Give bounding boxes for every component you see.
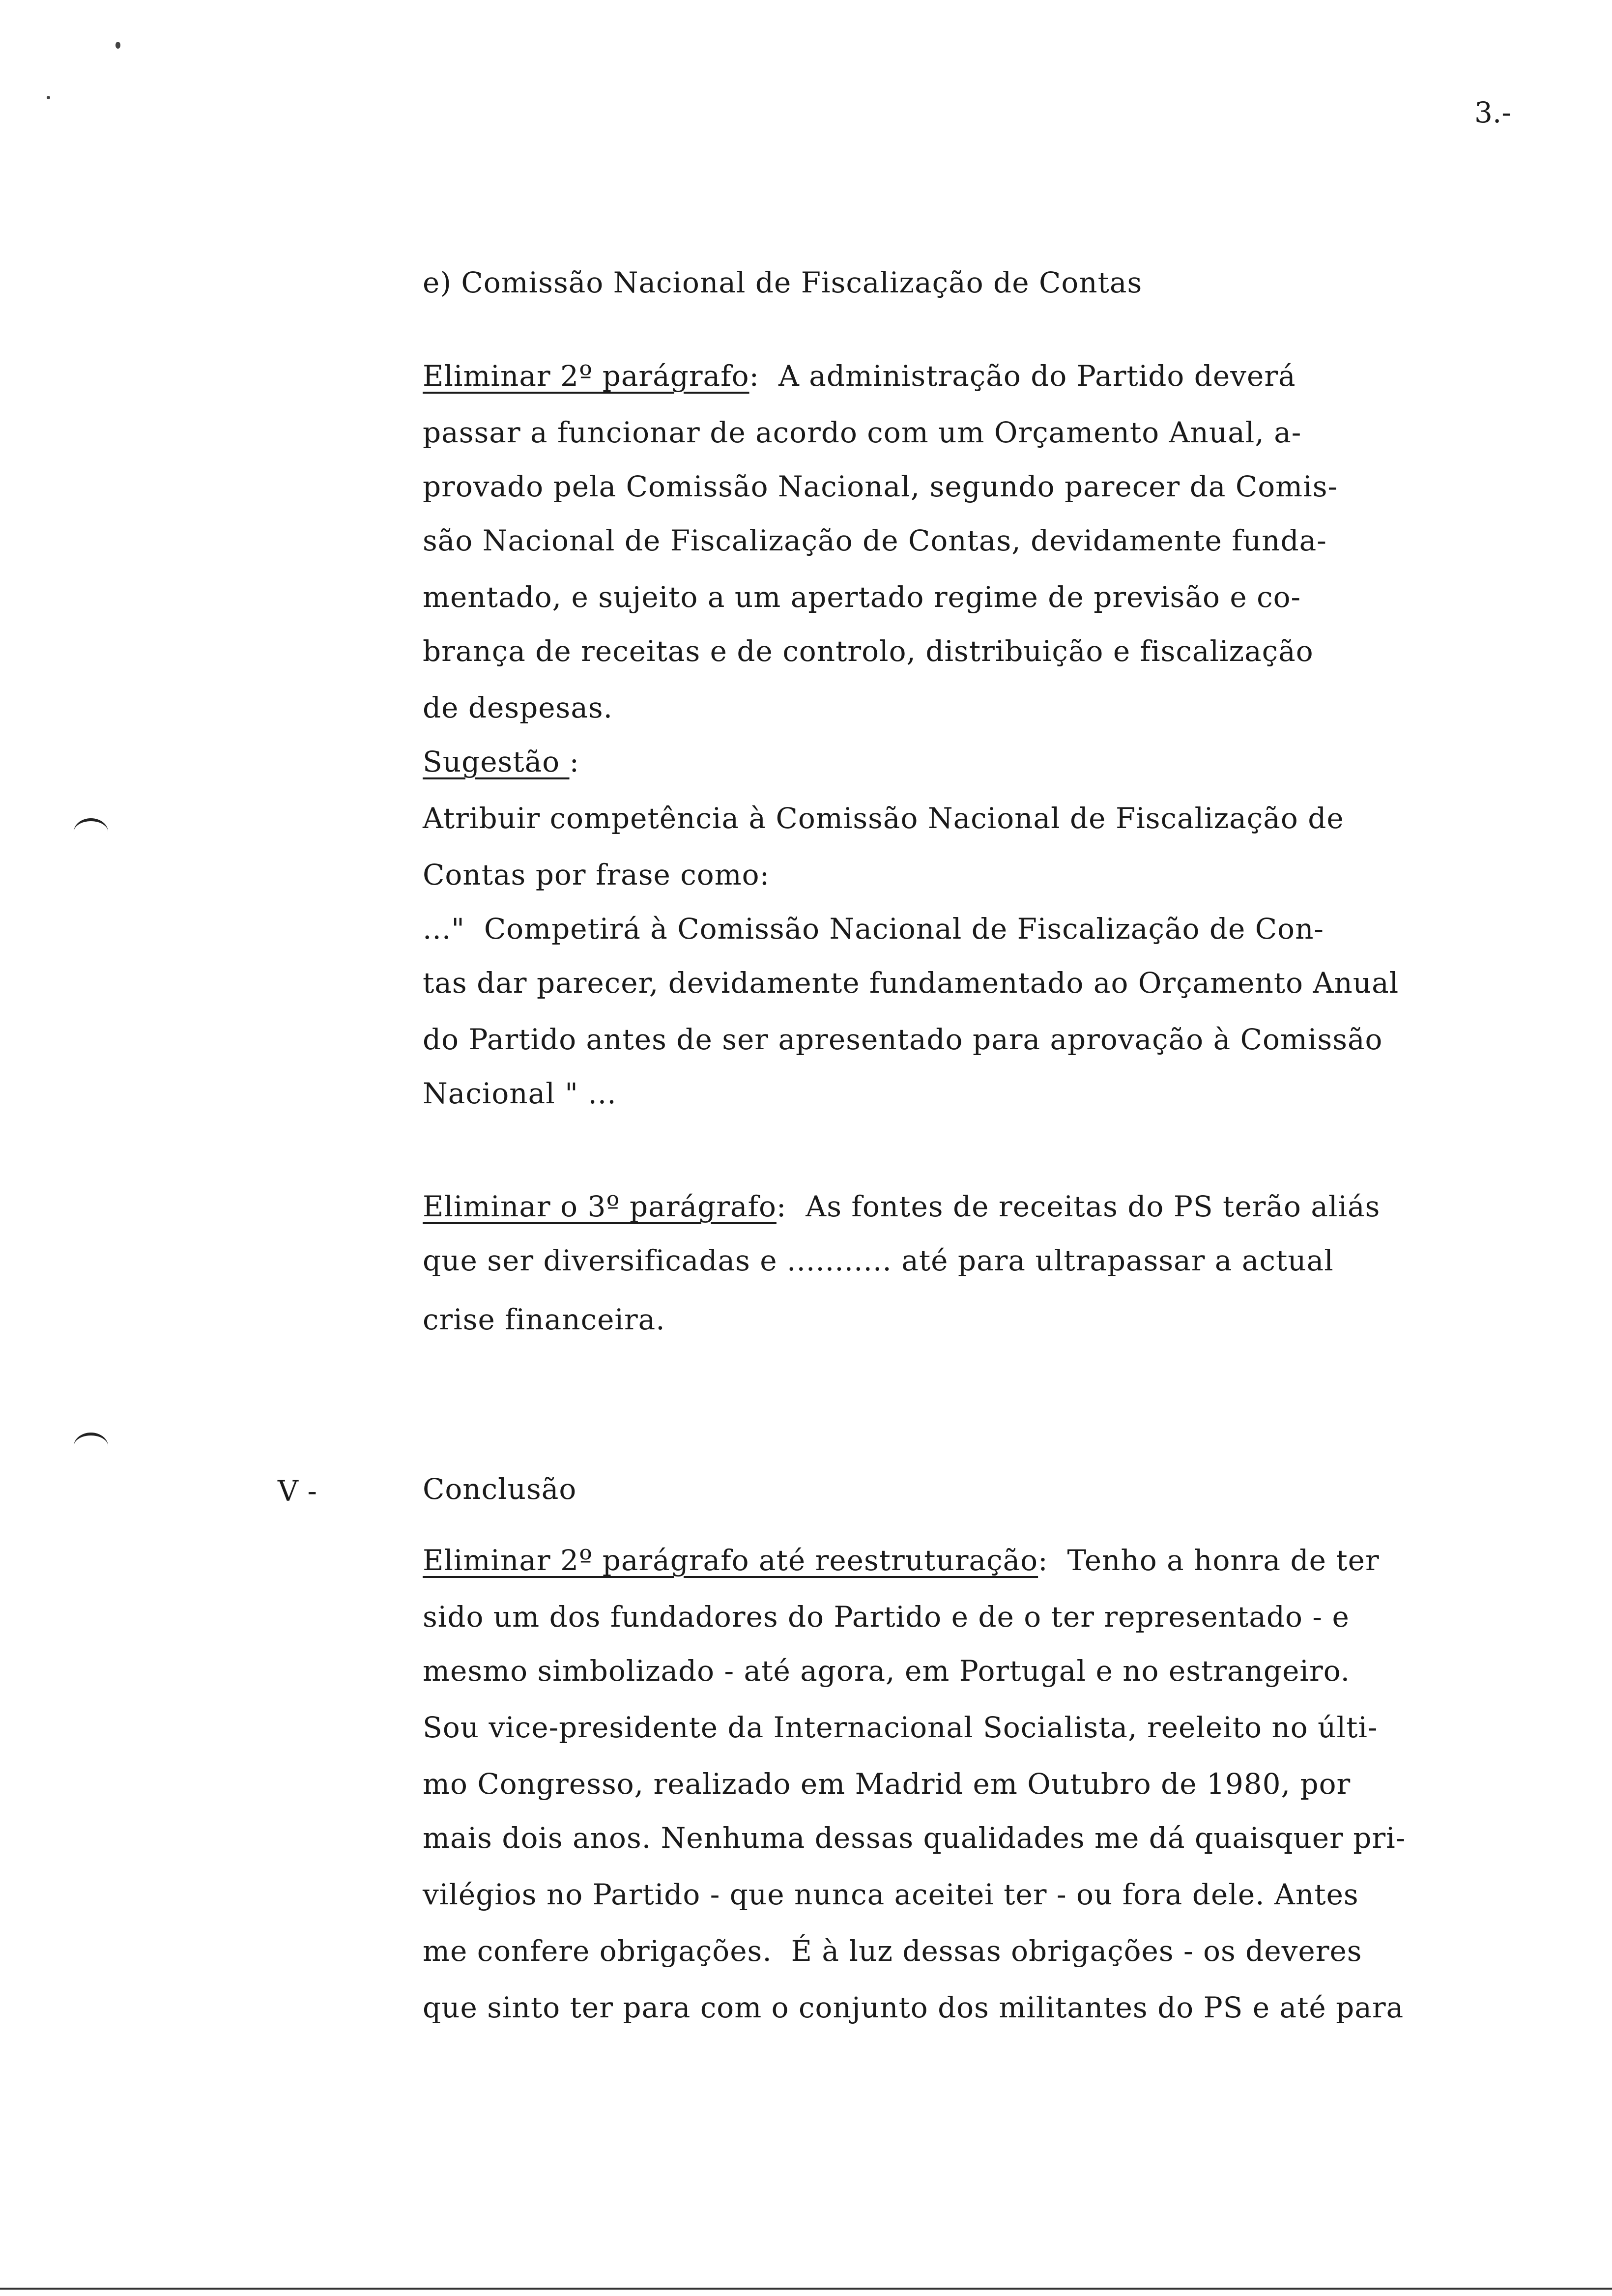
text-segment: Atribuir competência à Comissão Nacional de Fiscalização de: [423, 802, 1344, 835]
underlined-heading: Sugestão: [423, 745, 570, 778]
text-segment: crise financeira.: [423, 1303, 665, 1336]
text-line: [423, 359, 1296, 393]
text-line: [423, 690, 613, 725]
scan-speck: [47, 96, 50, 99]
text-line: [423, 1821, 1406, 1855]
text-line: [423, 966, 1399, 1000]
text-segment: Contas por frase como:: [423, 858, 770, 891]
text-segment: Sou vice-presidente da Internacional Socialista, reeleito no últi-: [423, 1711, 1378, 1744]
text-line: [423, 1022, 1382, 1057]
margin-mark: [74, 1433, 108, 1460]
text-line: [423, 1600, 1350, 1634]
text-line: [423, 1302, 665, 1337]
text-segment: Conclusão: [423, 1472, 577, 1506]
text-line: [423, 1472, 576, 1506]
text-line: [423, 858, 770, 892]
text-line: [423, 523, 1327, 558]
margin-mark: [74, 818, 108, 846]
text-line: [423, 265, 1142, 300]
text-segment: mentado, e sujeito a um apertado regime de previsão e co-: [423, 580, 1301, 614]
text-segment: são Nacional de Fiscalização de Contas, devidamente funda-: [423, 524, 1327, 557]
text-line: [423, 469, 1338, 504]
text-line: [423, 1767, 1351, 1801]
text-segment: tas dar parecer, devidamente fundamentado ao Orçamento Anual: [423, 966, 1399, 1000]
text-line: [423, 1877, 1359, 1912]
text-segment: : Tenho a honra de ter: [1038, 1544, 1380, 1577]
text-line: [423, 1710, 1378, 1745]
text-line: [423, 415, 1301, 450]
text-segment: mais dois anos. Nenhuma dessas qualidades me dá quaisquer pri-: [423, 1821, 1406, 1855]
text-line: [423, 634, 1314, 668]
text-segment: mesmo simbolizado - até agora, em Portugal e no estrangeiro.: [423, 1654, 1351, 1688]
text-line: [423, 912, 1324, 946]
text-line: [423, 745, 579, 779]
text-segment: que ser diversificadas e ........... até para ultrapassar a actual: [423, 1244, 1334, 1277]
text-line: [423, 580, 1301, 614]
text-segment: e) Comissão Nacional de Fiscalização de Contas: [423, 266, 1143, 299]
text-segment: brança de receitas e de controlo, distribuição e fiscalização: [423, 634, 1314, 668]
text-segment: : A administração do Partido deverá: [749, 359, 1296, 393]
text-segment: passar a funcionar de acordo com um Orçamento Anual, a-: [423, 416, 1302, 449]
text-segment: ..." Competirá à Comissão Nacional de Fiscalização de Con-: [423, 912, 1324, 946]
underlined-heading: Eliminar 2º parágrafo até reestruturação: [423, 1544, 1038, 1577]
scan-speck: [115, 42, 120, 49]
section-number: V -: [278, 1474, 317, 1508]
page-bottom-edge: [0, 2288, 1612, 2290]
text-segment: : As fontes de receitas do PS terão aliás: [776, 1190, 1381, 1223]
text-line: [423, 1543, 1380, 1578]
text-segment: mo Congresso, realizado em Madrid em Outubro de 1980, por: [423, 1767, 1351, 1801]
text-line: [423, 1990, 1404, 2025]
text-segment: :: [569, 745, 580, 778]
text-segment: de despesas.: [423, 691, 613, 724]
text-segment: provado pela Comissão Nacional, segundo parecer da Comis-: [423, 470, 1338, 503]
underlined-heading: Eliminar o 3º parágrafo: [423, 1190, 777, 1223]
text-segment: me confere obrigações. É à luz dessas obrigações - os deveres: [423, 1934, 1362, 1968]
underlined-heading: Eliminar 2º parágrafo: [423, 359, 749, 393]
text-segment: vilégios no Partido - que nunca aceitei ter - ou fora dele. Antes: [423, 1878, 1359, 1911]
text-line: [423, 1189, 1380, 1224]
text-line: [423, 1076, 617, 1111]
text-segment: do Partido antes de ser apresentado para aprovação à Comissão: [423, 1023, 1383, 1056]
text-line: [423, 801, 1344, 835]
text-segment: sido um dos fundadores do Partido e de o ter representado - e: [423, 1600, 1350, 1634]
text-segment: Nacional " ...: [423, 1077, 617, 1110]
text-line: [423, 1934, 1362, 1968]
text-line: [423, 1243, 1334, 1278]
page-number: 3.-: [1474, 96, 1511, 129]
text-line: [423, 1654, 1350, 1688]
text-segment: que sinto ter para com o conjunto dos militantes do PS e até para: [423, 1991, 1404, 2024]
